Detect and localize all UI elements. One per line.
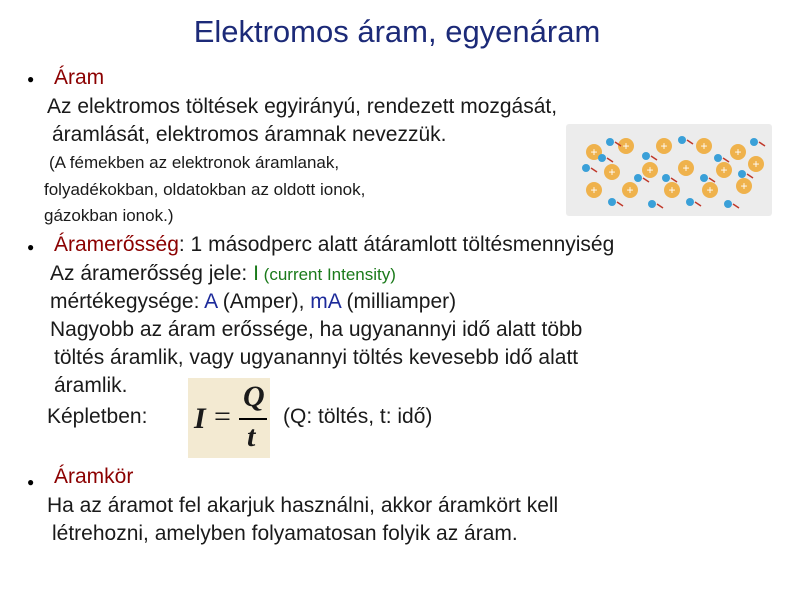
motion-arrow	[591, 168, 597, 172]
ion-flow-illustration	[566, 124, 772, 216]
negative-ion	[662, 174, 670, 182]
motion-arrow	[695, 202, 701, 206]
bullet-marker: ●	[27, 240, 35, 254]
motion-arrow	[687, 140, 693, 144]
text-line: áramlását, elektromos áramnak nevezzük.	[52, 123, 447, 146]
text-line: létrehozni, amelyben folyamatosan folyik az áram.	[52, 522, 518, 545]
negative-ion	[738, 170, 746, 178]
motion-arrow	[657, 204, 663, 208]
negative-ion	[642, 152, 650, 160]
text-line: Ha az áramot fel akarjuk használni, akkor áramkört kell	[47, 494, 559, 517]
positive-ion-sign: +	[590, 183, 598, 197]
formula-numerator: Q	[243, 380, 265, 413]
positive-ion-sign: +	[608, 165, 616, 179]
positive-ion-sign: +	[590, 145, 598, 159]
symbol-line	[50, 262, 396, 286]
positive-ion-sign: +	[752, 157, 760, 171]
current-formula	[188, 378, 270, 458]
slide-title: Elektromos áram, egyenáram	[193, 14, 601, 49]
motion-arrow	[747, 174, 753, 178]
negative-ion	[582, 164, 590, 172]
motion-arrow	[617, 202, 623, 206]
formula-denominator: t	[247, 420, 256, 453]
positive-ion-sign: +	[740, 179, 748, 193]
positive-ion-sign: +	[700, 139, 708, 153]
negative-ion	[634, 174, 642, 182]
motion-arrow	[671, 178, 677, 182]
unit-prefix: mértékegysége:	[50, 290, 205, 313]
section-heading-aramerosseg	[54, 233, 614, 257]
motion-arrow	[709, 178, 715, 182]
formula-lhs: I	[194, 402, 206, 435]
bullet-marker: ●	[27, 72, 35, 86]
text-line: Nagyobb az áram erőssége, ha ugyanannyi idő alatt több	[50, 318, 583, 341]
negative-ion	[686, 198, 694, 206]
positive-ion-sign: +	[622, 139, 630, 153]
negative-ion	[750, 138, 758, 146]
motion-arrow	[733, 204, 739, 208]
unit-milliampere: mA	[310, 290, 341, 313]
positive-ion-sign: +	[734, 145, 742, 159]
section-heading-aramkor: Áramkör	[54, 465, 134, 488]
negative-ion	[608, 198, 616, 206]
current-symbol: I	[253, 262, 259, 285]
positive-ion-sign: +	[682, 161, 690, 175]
negative-ion	[598, 154, 606, 162]
unit-ampere: A	[204, 290, 217, 313]
text-line: Az elektromos töltések egyirányú, rendezett mozgását,	[47, 95, 558, 118]
motion-arrow	[643, 178, 649, 182]
negative-ion	[700, 174, 708, 182]
symbol-prefix: Az áramerősség jele:	[50, 262, 254, 285]
motion-arrow	[723, 158, 729, 162]
formula-note: (Q: töltés, t: idő)	[283, 405, 433, 428]
formula-label: Képletben:	[47, 405, 148, 428]
text-line: töltés áramlik, vagy ugyanannyi töltés kevesebb idő alatt	[54, 346, 579, 369]
symbol-note: (current Intensity)	[258, 265, 396, 284]
motion-arrow	[651, 156, 657, 160]
positive-ion-sign: +	[660, 139, 668, 153]
negative-ion	[648, 200, 656, 208]
unit-end: (milliamper)	[340, 290, 457, 313]
unit-line	[50, 290, 456, 314]
note-line: (A fémekben az elektronok áramlanak,	[49, 153, 340, 172]
heading-definition: : 1 másodperc alatt átáramlott töltésmennyiség	[178, 233, 615, 256]
negative-ion	[678, 136, 686, 144]
bullet-marker: ●	[27, 475, 35, 489]
negative-ion	[606, 138, 614, 146]
positive-ion-sign: +	[668, 183, 676, 197]
motion-arrow	[759, 142, 765, 146]
section-heading-aram: Áram	[54, 66, 105, 89]
formula-equals: =	[214, 400, 231, 433]
note-line: gázokban ionok.)	[44, 206, 174, 225]
motion-arrow	[607, 158, 613, 162]
text-line: áramlik.	[54, 374, 128, 397]
positive-ion-sign: +	[646, 163, 654, 177]
unit-mid: (Amper),	[216, 290, 311, 313]
positive-ion-sign: +	[626, 183, 634, 197]
negative-ion	[724, 200, 732, 208]
negative-ion	[714, 154, 722, 162]
ion-flow-graphic	[566, 124, 772, 216]
positive-ion-sign: +	[720, 163, 728, 177]
note-line: folyadékokban, oldatokban az oldott ionok,	[44, 180, 366, 199]
positive-ion-sign: +	[706, 183, 714, 197]
heading-term: Áramerősség	[54, 233, 179, 256]
